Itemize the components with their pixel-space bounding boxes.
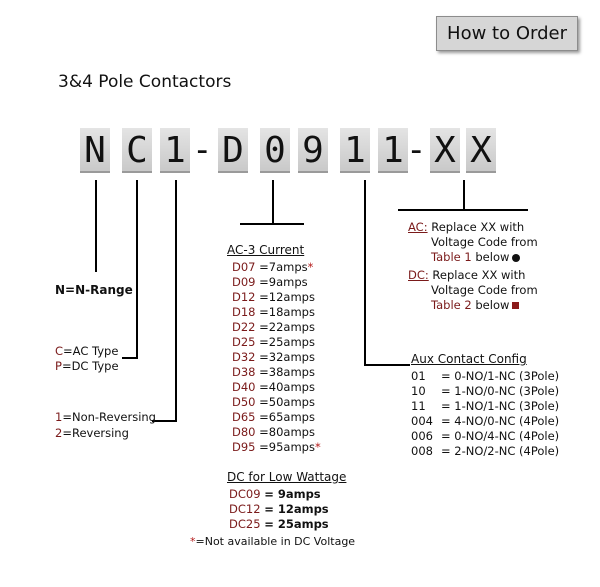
dc-low-code: DC12 bbox=[229, 502, 261, 516]
ac3-value: =22amps bbox=[259, 320, 315, 334]
voltage-ac-label: AC: bbox=[408, 220, 428, 234]
reversing-1 bbox=[55, 410, 156, 425]
ac3-row bbox=[232, 425, 321, 440]
voltage-dc-text1: Replace XX with bbox=[432, 268, 526, 282]
ac3-code: D95 bbox=[232, 440, 256, 454]
red-square-icon bbox=[512, 302, 519, 309]
ac3-value: =9amps bbox=[259, 275, 308, 289]
ac3-code: D50 bbox=[232, 395, 256, 409]
aux-row bbox=[411, 369, 559, 384]
aux-value: = 1-NO/1-NC (3Pole) bbox=[441, 399, 560, 413]
black-dot-icon bbox=[512, 254, 520, 262]
voltage-ac-line3 bbox=[408, 250, 538, 265]
voltage-dc-line3 bbox=[408, 298, 538, 313]
reversing-1-label: =Non-Reversing bbox=[62, 410, 156, 424]
aux-header: Aux Contact Config bbox=[411, 352, 527, 366]
connector-aux bbox=[364, 180, 366, 366]
aux-value: = 4-NO/0-NC (4Pole) bbox=[441, 414, 560, 428]
dc-low-value: = 9amps bbox=[264, 487, 321, 501]
voltage-ac-table: Table 1 bbox=[431, 250, 472, 264]
aux-value: = 1-NO/0-NC (3Pole) bbox=[441, 384, 560, 398]
voltage-ac-block bbox=[408, 220, 538, 265]
ac3-code: D25 bbox=[232, 335, 256, 349]
ac3-code: D80 bbox=[232, 425, 256, 439]
ac3-asterisk: * bbox=[307, 260, 314, 274]
ac3-row bbox=[232, 335, 321, 350]
ac3-value: =12amps bbox=[259, 290, 315, 304]
code-char-9: 9 bbox=[298, 128, 328, 173]
voltage-ac-line2: Voltage Code from bbox=[431, 235, 538, 249]
dc-low-value: = 25amps bbox=[264, 517, 329, 531]
ac3-code: D32 bbox=[232, 350, 256, 364]
reversing-2-code: 2 bbox=[55, 426, 63, 440]
dc-low-row bbox=[229, 517, 329, 532]
ac3-code: D40 bbox=[232, 380, 256, 394]
ac3-row bbox=[232, 290, 321, 305]
connector-c bbox=[136, 180, 138, 358]
voltage-dc-below: below bbox=[471, 298, 510, 312]
type-ac bbox=[55, 344, 118, 359]
reversing-2 bbox=[55, 426, 129, 441]
aux-value: = 0-NO/1-NC (3Pole) bbox=[441, 369, 560, 383]
ac3-code: D12 bbox=[232, 290, 256, 304]
type-c-code: C bbox=[55, 344, 64, 358]
voltage-dc-block bbox=[408, 268, 538, 313]
connector-c-h bbox=[122, 357, 138, 359]
code-dash-1: - bbox=[192, 130, 213, 170]
dc-low-row bbox=[229, 487, 329, 502]
aux-code: 10 bbox=[411, 384, 426, 398]
code-char-x2: X bbox=[466, 128, 496, 173]
ac3-row bbox=[232, 260, 321, 275]
aux-code: 11 bbox=[411, 399, 426, 413]
ac3-row bbox=[232, 320, 321, 335]
aux-row bbox=[411, 429, 559, 444]
connector-aux-h bbox=[364, 364, 410, 366]
aux-list bbox=[411, 369, 559, 459]
ac3-row bbox=[232, 440, 321, 455]
type-dc bbox=[55, 359, 119, 374]
type-p-code: P bbox=[55, 359, 62, 373]
ac3-value: =40amps bbox=[259, 380, 315, 394]
ac3-value: =50amps bbox=[259, 395, 315, 409]
ac3-value: =95amps bbox=[259, 440, 315, 454]
connector-d09 bbox=[272, 180, 274, 224]
aux-code: 01 bbox=[411, 369, 426, 383]
ac3-value: =38amps bbox=[259, 365, 315, 379]
aux-value: = 2-NO/2-NC (4Pole) bbox=[441, 444, 560, 458]
ac3-row bbox=[232, 365, 321, 380]
voltage-dc-line1 bbox=[408, 268, 538, 283]
ac3-header: AC-3 Current bbox=[227, 243, 305, 257]
connector-xx-h bbox=[398, 209, 528, 211]
ac3-code: D65 bbox=[232, 410, 256, 424]
aux-row bbox=[411, 444, 559, 459]
ac3-row bbox=[232, 410, 321, 425]
ac3-value: =18amps bbox=[259, 305, 315, 319]
dc-low-row bbox=[229, 502, 329, 517]
code-dash-2: - bbox=[406, 130, 427, 170]
aux-code: 004 bbox=[411, 414, 433, 428]
dc-low-code: DC09 bbox=[229, 487, 261, 501]
ac3-code: D09 bbox=[232, 275, 256, 289]
ac3-code: D38 bbox=[232, 365, 256, 379]
code-char-x1: X bbox=[430, 128, 460, 173]
connector-n bbox=[95, 180, 97, 272]
connector-1 bbox=[175, 180, 177, 422]
voltage-ac-below: below bbox=[471, 250, 510, 264]
voltage-ac-text1: Replace XX with bbox=[431, 220, 525, 234]
connector-xx bbox=[463, 180, 465, 210]
page-title: 3&4 Pole Contactors bbox=[58, 72, 232, 92]
ac3-list bbox=[232, 260, 321, 455]
dc-low-list bbox=[229, 487, 329, 532]
reversing-1-code: 1 bbox=[55, 410, 63, 424]
voltage-dc-line2: Voltage Code from bbox=[431, 283, 538, 297]
aux-code: 006 bbox=[411, 429, 433, 443]
code-char-1: 1 bbox=[160, 128, 190, 173]
type-p-label: =DC Type bbox=[61, 359, 119, 373]
ac3-row bbox=[232, 305, 321, 320]
ac3-code: D07 bbox=[232, 260, 256, 274]
voltage-dc-table: Table 2 bbox=[431, 298, 472, 312]
dc-note bbox=[190, 534, 355, 549]
aux-value: = 0-NO/4-NC (4Pole) bbox=[441, 429, 560, 443]
code-char-n: N bbox=[80, 128, 110, 173]
ac3-value: =80amps bbox=[259, 425, 315, 439]
code-char-d: D bbox=[218, 128, 248, 173]
how-to-order-button[interactable]: How to Order bbox=[436, 16, 578, 51]
ac3-code: D22 bbox=[232, 320, 256, 334]
voltage-ac-line1 bbox=[408, 220, 538, 235]
code-char-0: 0 bbox=[260, 128, 290, 173]
code-char-c: C bbox=[122, 128, 152, 173]
code-char-1a: 1 bbox=[340, 128, 370, 173]
ac3-value: =32amps bbox=[259, 350, 315, 364]
reversing-2-label: =Reversing bbox=[62, 426, 129, 440]
ac3-code: D18 bbox=[232, 305, 256, 319]
dc-note-asterisk: * bbox=[190, 535, 196, 548]
range-label: N=N-Range bbox=[55, 283, 133, 297]
voltage-dc-label: DC: bbox=[408, 268, 429, 282]
dc-low-header: DC for Low Wattage bbox=[227, 470, 347, 484]
code-char-1b: 1 bbox=[378, 128, 408, 173]
ac3-asterisk: * bbox=[314, 440, 321, 454]
connector-d09-h bbox=[240, 223, 304, 225]
type-c-label: =AC Type bbox=[63, 344, 119, 358]
ac3-row bbox=[232, 395, 321, 410]
ac3-value: =65amps bbox=[259, 410, 315, 424]
dc-low-value: = 12amps bbox=[264, 502, 329, 516]
dc-low-code: DC25 bbox=[229, 517, 261, 531]
dc-note-text: =Not available in DC Voltage bbox=[195, 535, 356, 548]
ac3-value: =25amps bbox=[259, 335, 315, 349]
ac3-row bbox=[232, 350, 321, 365]
ac3-row bbox=[232, 275, 321, 290]
aux-row bbox=[411, 414, 559, 429]
aux-code: 008 bbox=[411, 444, 433, 458]
ac3-value: =7amps bbox=[259, 260, 308, 274]
aux-row bbox=[411, 384, 559, 399]
ac3-row bbox=[232, 380, 321, 395]
aux-row bbox=[411, 399, 559, 414]
